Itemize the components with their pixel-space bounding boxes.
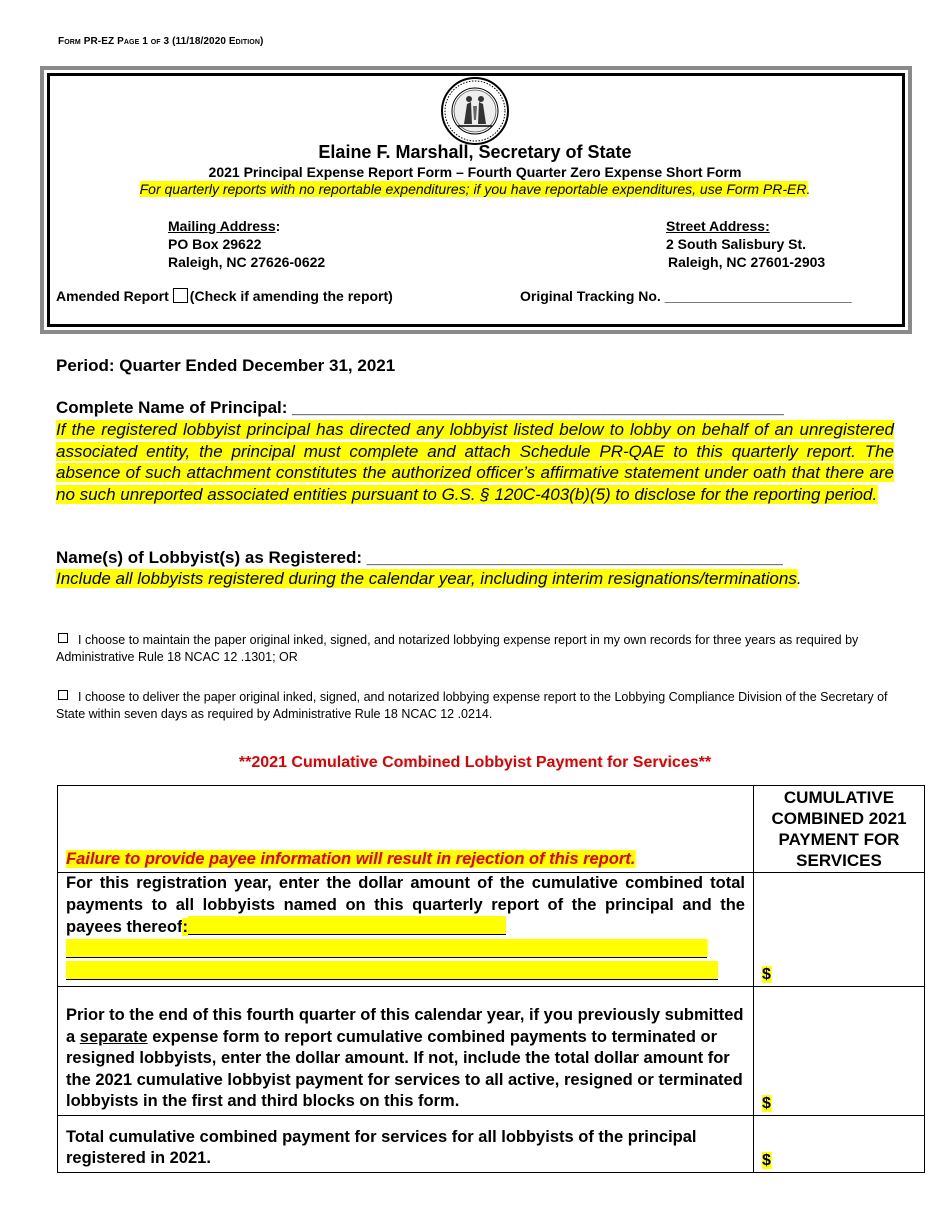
cumulative-payments-text: For this registration year, enter the dollar amount of the cumulative combined total payments to all lobbyists named on this quarterly report of the principal and the payees thereof xyxy=(66,874,745,936)
separate-form-amount[interactable] xyxy=(754,986,925,1115)
mailing-address-colon: : xyxy=(275,218,281,234)
choice-maintain-text: I choose to maintain the paper original inked, signed, and notarized lobbying expense report in my own records for three years as required by Administrative Rule 18 NCAC 12 .1301; OR xyxy=(56,633,859,664)
payment-section-title: **2021 Cumulative Combined Lobbyist Payment for Services** xyxy=(238,754,712,771)
form-identifier xyxy=(58,36,263,47)
payment-column-header: CUMULATIVE COMBINED 2021 PAYMENT FOR SERVICES xyxy=(754,786,925,873)
cumulative-payments-colon: : xyxy=(182,918,188,936)
amended-report-label: Amended Report xyxy=(56,288,169,304)
total-payment-text: Total cumulative combined payment for services for all lobbyists of the principal registered in 2021. xyxy=(66,1127,697,1167)
separate-form-cell xyxy=(58,986,754,1115)
currency-symbol: $ xyxy=(762,1094,771,1112)
total-payment-cell xyxy=(58,1115,754,1172)
choice-maintain-records xyxy=(56,632,896,666)
table-row xyxy=(58,786,925,873)
separate-form-text-pre: Prior to the end of this fourth quarter of this calendar year, if you previously submitted a xyxy=(66,1006,744,1046)
payee-warning-text: Failure to provide payee information will result in rejection of this report. xyxy=(66,849,636,868)
lobbyist-note-end: . xyxy=(796,569,802,588)
form-note-highlight: For quarterly reports with no reportable expenditures; if you have reportable expenditures, use Form PR-ER xyxy=(139,181,807,197)
mailing-address-line2: Raleigh, NC 27626-0622 xyxy=(168,254,326,270)
amended-report-checkbox[interactable] xyxy=(173,288,188,303)
lobbyist-names-field[interactable]: Name(s) of Lobbyist(s) as Registered: ____________________________________________ xyxy=(56,548,783,567)
choice-deliver-checkbox[interactable] xyxy=(58,690,68,700)
payee-blank-line-1[interactable] xyxy=(188,916,506,935)
form-note xyxy=(0,181,950,197)
payee-blank-line-2[interactable] xyxy=(66,939,707,958)
choice-deliver-report xyxy=(56,689,896,723)
amended-report-row xyxy=(56,288,393,304)
principal-instructions xyxy=(56,419,894,505)
currency-symbol: $ xyxy=(762,965,771,983)
choice-deliver-text: I choose to deliver the paper original inked, signed, and notarized lobbying expense report to the Lobbying Compliance Division of the Secretary of State within seven days as required by Administrative Rule 18 NCAC 12 .0214. xyxy=(56,690,888,721)
mailing-address-label: Mailing Address xyxy=(168,218,276,234)
mailing-address xyxy=(168,217,325,271)
mailing-address-line1: PO Box 29622 xyxy=(168,236,262,252)
secretary-name: Elaine F. Marshall, Secretary of State xyxy=(318,142,632,162)
table-row xyxy=(58,1115,925,1172)
street-address-line1: 2 South Salisbury St. xyxy=(666,236,807,252)
currency-symbol: $ xyxy=(762,1151,771,1169)
amended-report-hint: (Check if amending the report) xyxy=(189,288,393,304)
principal-instructions-text: If the registered lobbyist principal has directed any lobbyist listed below to lobby on behalf of an unregistered associated entity, the principal must complete and attach Schedule PR-QAE to this quarterly report. The absence of such attachment constitutes the authorized officer’s affirmative statement under oath that there are no such unreported associated entities pursuant to G.S. § 120C-403(b)(5) to disclose for the reporting period. xyxy=(56,420,894,504)
cumulative-payments-amount[interactable] xyxy=(754,873,925,987)
payee-warning-cell xyxy=(58,786,754,873)
state-seal-icon xyxy=(440,76,510,146)
payee-blank-line-3[interactable] xyxy=(66,961,718,980)
form-id-text: Form PR-EZ Page 1 of 3 (11/18/2020 Edition) xyxy=(58,36,264,47)
lobbyist-note-text: Include all lobbyists registered during the calendar year, including interim resignations/terminations xyxy=(56,569,797,588)
table-row xyxy=(58,986,925,1115)
form-note-end: . xyxy=(806,181,811,197)
table-row xyxy=(58,873,925,987)
separate-form-text-post: expense form to report cumulative combined payments to terminated or resigned lobbyists, enter the dollar amount. If not, include the total dollar amount for the 2021 cumulative lobbyist payment for services to all active, resigned or terminated lobbyists in the first and third blocks on this form. xyxy=(66,1027,743,1110)
original-tracking-field[interactable]: Original Tracking No. ________________________ xyxy=(520,288,852,304)
total-payment-amount[interactable] xyxy=(754,1115,925,1172)
period-heading: Period: Quarter Ended December 31, 2021 xyxy=(56,356,396,375)
street-address-line2: Raleigh, NC 27601-2903 xyxy=(668,254,826,270)
principal-name-field[interactable]: Complete Name of Principal: ____________________________________________________ xyxy=(56,398,784,417)
lobbyist-note xyxy=(56,569,802,589)
separate-form-underlined: separate xyxy=(79,1027,148,1046)
payment-table xyxy=(57,785,925,1173)
choice-maintain-checkbox[interactable] xyxy=(58,633,68,643)
cumulative-payments-cell xyxy=(58,873,754,987)
street-address-label: Street Address: xyxy=(666,218,770,234)
form-title: 2021 Principal Expense Report Form – Fourth Quarter Zero Expense Short Form xyxy=(208,164,742,180)
street-address xyxy=(666,217,825,271)
